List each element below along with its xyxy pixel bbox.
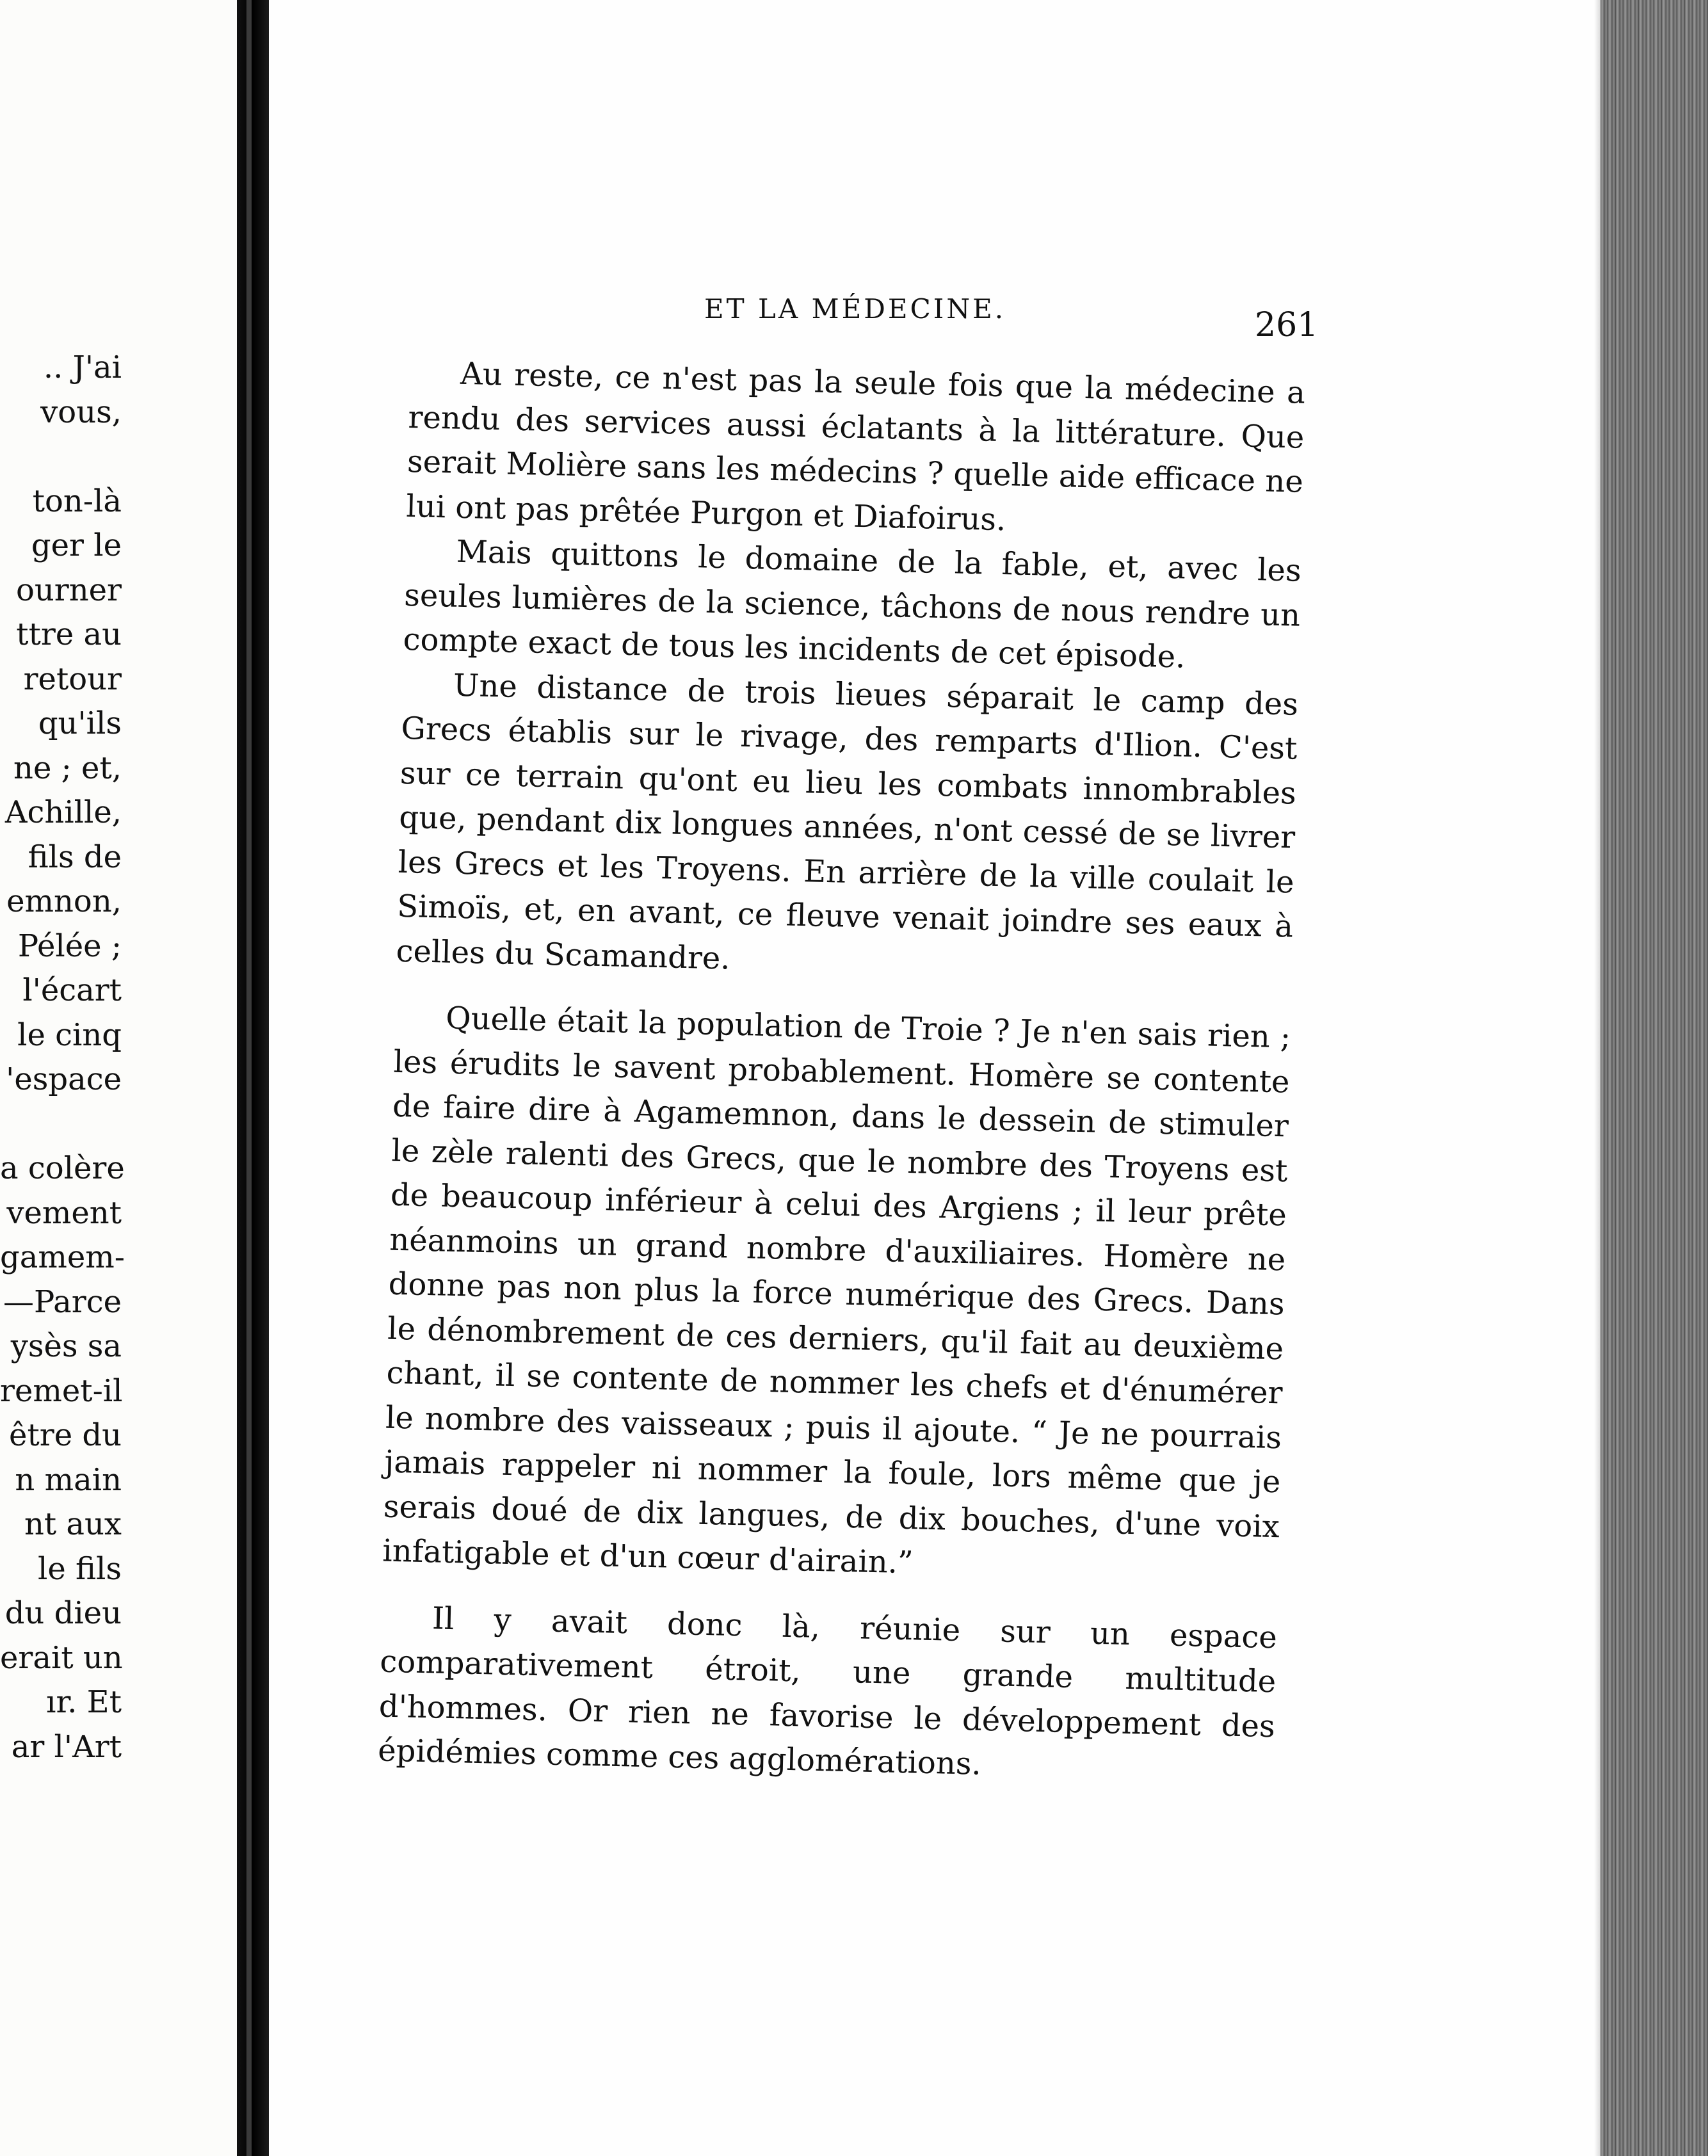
left-fragment-line: —Parce [3,1283,122,1320]
left-fragment-line: remet-il [0,1372,123,1409]
left-fragment-line: ton-là [32,483,122,519]
left-fragment-line: ır. Et [46,1684,122,1720]
paragraph: Il y avait donc là, réunie sur un espace comparativement étroit, une grande multitude d'hommes. Or rien ne favorise le développement des épidémies comme ces agglomérations. [377,1600,1278,1782]
paragraph: Une distance de trois lieues séparait le camp des Grecs établis sur le rivage, des remparts d'Ilion. C'est sur ce terrain qu'ont eu lieu les combats innombrables que, pendant dix longues années, n'ont cessé de se livrer les Grecs et les Troyens. En arrière de la ville coulait le Simoïs, et, en avant, ce fleuve venait joindre ses eaux à celles du Scamandre. [396,667,1299,977]
left-fragment-line: vous, [40,394,122,430]
paragraph: Quelle était la population de Troie ? Je n'en sais rien ; les érudits le savent probablement. Homère se contente de faire dire à Agamemnon, dans le dessein de stimuler le zèle ralenti des Grecs, que le nombre des Troyens est de beaucoup inférieur à celui des Argiens ; il leur prête néanmoins un grand nombre d'auxiliaires. Homère ne donne pas non plus la force numérique des Grecs. Dans le dénombrement de ces derniers, qu'il fait au deuxième chant, il se contente de nommer les chefs et d'énumérer le nombre des vaisseaux ; puis il ajoute. “ Je ne pourrais jamais rappeler ni nommer la foule, lors même que je serais doué de dix langues, de dix bouches, d'une voix infatigable et d'un cœur d'airain.” [382,1000,1291,1581]
left-fragment-line: ttre au [16,616,122,652]
left-fragment-line: le cinq [17,1017,122,1053]
paragraph: Mais quittons le domaine de la fable, et, avec les seules lumières de la science, tâchons de nous rendre un compte exact de tous les incidents de cet épisode. [403,533,1302,675]
left-fragment-line: fils de [28,839,122,875]
page-number: 261 [1255,306,1319,344]
left-fragment-line: Achille, [4,794,122,830]
left-fragment-line [0,435,122,479]
current-page [269,0,1600,2156]
left-fragment-line: 'espace [6,1061,122,1097]
left-fragment-line: Pélée ; [17,928,122,964]
left-page-text-fragments [0,346,125,1769]
left-fragment-line: ger le [31,527,122,563]
left-fragment-line: n main [15,1461,122,1498]
gutter-edge [246,0,252,2156]
page-stack-edge [1600,0,1708,2156]
left-fragment-line: a colère [0,1150,125,1186]
left-fragment-line: ar l'Art [11,1728,122,1765]
left-fragment-line: retour [23,661,122,697]
left-fragment-line: qu'ils [38,705,122,741]
book-gutter [237,0,269,2156]
left-fragment-line: vement [6,1195,122,1231]
left-fragment-line: ne ; et, [13,750,122,786]
left-fragment-line: nt aux [24,1506,122,1542]
left-fragment-line: le fils [37,1550,122,1587]
previous-page-fragment [0,0,237,2156]
page-body-text [378,351,1306,1794]
left-fragment-line: erait un [0,1639,123,1676]
left-fragment-line: ysès sa [10,1328,122,1364]
running-head: ET LA MÉDECINE. [704,293,1006,325]
paragraph: Au reste, ce n'est pas la seule fois que la médecine a rendu des services aussi éclatants à la littérature. Que serait Molière sans les médecins ? quelle aide efficace ne lui ont pas prêtée Purgon et Diafoirus. [405,355,1306,538]
left-fragment-line: ourner [15,572,122,608]
left-fragment-line: gamem- [0,1239,125,1275]
left-fragment-line: .. J'ai [43,350,122,385]
left-fragment-line: du dieu [4,1595,122,1631]
left-fragment-line [0,1102,122,1147]
left-fragment-line: l'écart [22,972,122,1008]
left-fragment-line: être du [9,1417,122,1453]
left-fragment-line: emnon, [6,883,122,919]
